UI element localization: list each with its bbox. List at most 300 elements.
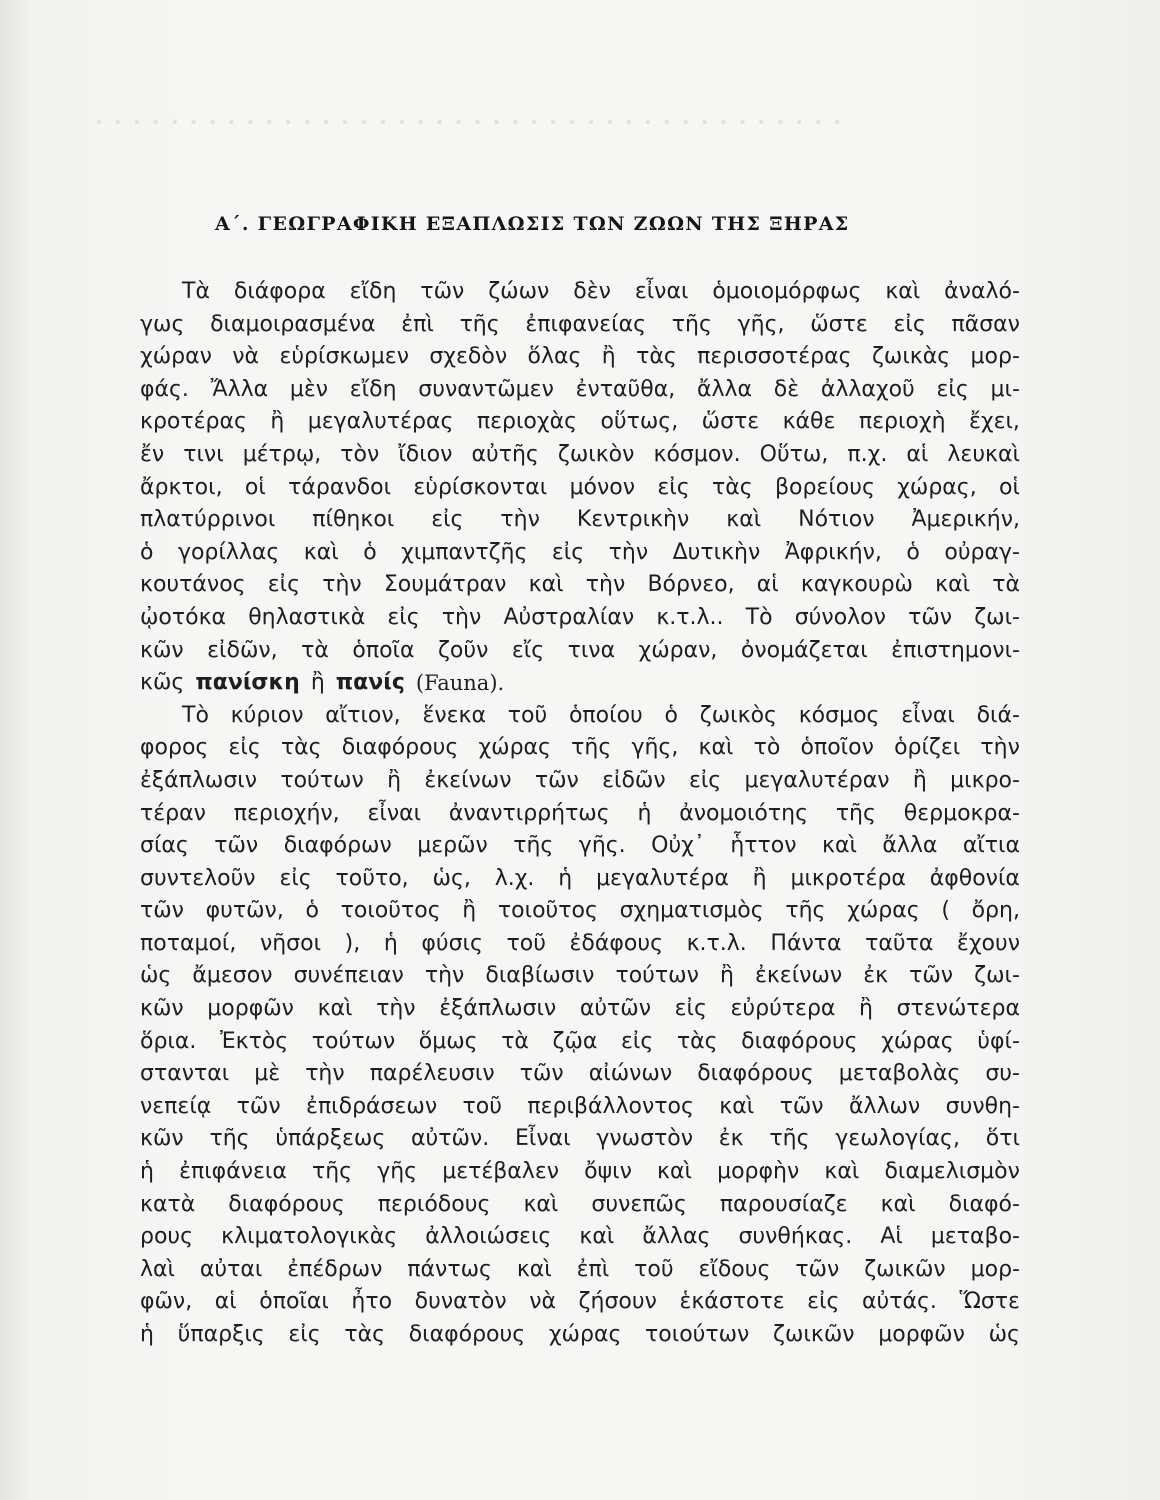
text-line (140, 1156, 1020, 1189)
word: διαμελισμὸν (884, 1159, 1020, 1185)
text-line (140, 439, 1020, 472)
word: βορείους (774, 474, 875, 500)
word: οὕτως, (600, 409, 679, 435)
word: ὁποῖαι (259, 1289, 329, 1315)
word: ὄρη, (971, 898, 1020, 924)
word: ( (941, 898, 950, 924)
word: κ.τ.λ. (686, 930, 747, 956)
word: Σουμάτραν (383, 572, 507, 598)
text-line (140, 798, 1020, 831)
word: Οὐχ᾽ (651, 833, 705, 859)
word: ὡς, (432, 865, 471, 891)
word: αὐτῶν (579, 996, 652, 1022)
word: Αἱ (880, 1224, 903, 1250)
text-line (140, 667, 1020, 700)
word: ἐκ (863, 963, 889, 989)
word: ὁ (664, 702, 679, 728)
word: διαφόρων (283, 833, 392, 859)
word: τὰς (344, 1322, 386, 1347)
word: αἱ (906, 441, 929, 467)
text-line (140, 341, 1020, 374)
word: ὁμοιομόρφως (712, 279, 862, 304)
word: ζωικὰς (871, 344, 951, 370)
text-line (140, 602, 1020, 635)
word: Πάντα (770, 930, 842, 956)
word: συνέπειαν (293, 963, 404, 989)
word: γῆς (377, 1159, 418, 1185)
show-through-header: ∙ ∙ ∙ ∙ ∙ ∙ ∙ ∙ ∙ ∙ ∙ ∙ ∙ ∙ ∙ ∙ ∙ ∙ ∙ ∙ ∙ ∙ ∙ ∙ ∙ ∙ ∙ ∙ ∙ ∙ ∙ ∙ ∙ ∙ ∙ ∙ ∙ ∙ ∙ ∙ (95, 112, 845, 131)
word: Ἐκτὸς (219, 1028, 289, 1054)
word: οἱ (999, 474, 1020, 500)
word: λαὶ (140, 1256, 175, 1282)
word: γῆς. (578, 833, 626, 859)
word: τῆς (785, 898, 826, 924)
word: τέραν (140, 800, 206, 826)
word: ὅλας (527, 344, 582, 370)
word: Νότιον (798, 507, 875, 533)
word: πᾶσαν (951, 311, 1020, 337)
word: τὴν (500, 507, 540, 533)
word: ὀνομάζεται (740, 637, 868, 663)
word: ἐξάπλωσιν (140, 767, 258, 793)
word: νῆσοι (259, 930, 322, 956)
word: φύσις (421, 930, 483, 956)
word: μεγαλυτέρα (596, 865, 729, 891)
word: ἐκείνων (754, 963, 843, 989)
word: εἰς (387, 604, 420, 630)
word: γῆς, (737, 311, 785, 337)
text-line (140, 309, 1020, 342)
word: διά- (976, 702, 1020, 728)
word: κῶν (140, 1126, 184, 1152)
word: ὁρίζει (894, 735, 961, 761)
word: Ὥστε (959, 1289, 1020, 1315)
word: τῆς (311, 1159, 353, 1185)
text-line (140, 895, 1020, 928)
word: μορφῶν (207, 996, 294, 1022)
word: γεωλογίας, (835, 1126, 960, 1152)
word: τοιοῦτος (497, 898, 598, 924)
word: κόσμον. (653, 441, 741, 467)
word: αὐτῶν. (411, 1126, 490, 1152)
word: τῆς (671, 311, 712, 337)
word: τοιοῦτος (340, 898, 441, 924)
word: τοῦ (634, 1256, 674, 1282)
word: κόσμος (798, 702, 880, 728)
word: τοῦ (506, 930, 546, 956)
word: τῶν (779, 1093, 824, 1119)
word: μεταβολὰς (838, 1061, 961, 1087)
word: εἴδους (698, 1256, 771, 1282)
word: ζωικὸν (557, 441, 635, 467)
word: σύνολον (794, 604, 886, 630)
word: νὰ (232, 344, 260, 370)
text-line (140, 1091, 1020, 1124)
text-line (140, 928, 1020, 961)
word: τοῦ (462, 1093, 502, 1119)
word: καὶ (523, 1191, 559, 1217)
word: ἐπὶ (401, 311, 434, 337)
word: θερμοκρα- (903, 800, 1020, 826)
word: ἔχουν (956, 930, 1020, 956)
bold-term: πανίσκη (195, 670, 300, 696)
word: μερῶν (417, 833, 488, 859)
word: εἰς (657, 474, 690, 500)
word: τὴν (424, 963, 465, 989)
word: κῶν (140, 637, 184, 663)
word: ὅμως (418, 1028, 478, 1054)
word: διαφόρους (341, 735, 459, 761)
word: καὶ (698, 735, 734, 761)
word: σχεδὸν (429, 344, 508, 370)
word: καὶ (719, 1093, 755, 1119)
word: εἰς (267, 572, 301, 598)
word: ζωικὸς (699, 702, 777, 728)
word: ζωικῶν (773, 1322, 855, 1347)
word: ζοῦν (437, 637, 489, 663)
word: ἢ (462, 898, 477, 924)
word: καὶ (516, 1256, 552, 1282)
word: κῶν (140, 996, 184, 1022)
word: ἔχει, (968, 409, 1020, 435)
word: μορφὴν (717, 1159, 800, 1185)
word: τὰς (676, 1028, 718, 1054)
word: τῶν (420, 279, 465, 304)
word: κουτάνος (140, 572, 246, 598)
word: ἐνταῦθα, (575, 376, 676, 402)
word: φῶν, (140, 1289, 193, 1315)
text-line (140, 1221, 1020, 1254)
section-heading: Α΄. ΓΕΩΓΡΑΦΙΚΗ ΕΞΑΠΛΩΣΙΣ ΤΩΝ ΖΩΩΝ ΤΗΣ ΞΗΡΑΣ (215, 213, 850, 235)
word: ὡς (140, 963, 172, 989)
word: τινα (567, 637, 616, 663)
word: μεγαλυτέρας (307, 409, 454, 435)
text-line (140, 993, 1020, 1026)
word: Αὐστραλίαν (503, 604, 635, 630)
word: δὲ (773, 376, 800, 402)
word: ζῷα (552, 1028, 598, 1054)
word: περιοχὰς (476, 409, 577, 435)
word: εἰς (431, 507, 464, 533)
word: καὶ (880, 1191, 916, 1217)
word: γνωστὸν (596, 1126, 694, 1152)
word: ἧττον (730, 833, 797, 859)
word: περιοχὴ (858, 409, 946, 435)
word: ἡ (140, 1322, 154, 1347)
word: δὲν (573, 279, 611, 304)
word: ἡ (637, 800, 652, 826)
word: ἐπιφάνεια (179, 1159, 287, 1185)
word: ὁ (906, 539, 920, 565)
word: τοιούτων (645, 1322, 750, 1347)
word: νὰ (529, 1289, 556, 1315)
word: ἄρκτοι, (140, 474, 223, 500)
word: ρους (140, 1224, 194, 1250)
word: διαφόρους (741, 1028, 858, 1054)
word: συνεπῶς (591, 1191, 687, 1217)
word: ἢ (270, 409, 285, 435)
word: ἐπὶ (576, 1256, 610, 1282)
word: τῶν (214, 833, 259, 859)
word: περιόδους (377, 1191, 491, 1217)
text-line (140, 1026, 1020, 1059)
word: περιοχήν, (233, 800, 340, 826)
word: τὰ (501, 1028, 529, 1054)
word: ἀναλό- (944, 279, 1020, 304)
word: τὴν (322, 572, 362, 598)
word: ὑπάρξεως (275, 1126, 386, 1152)
word: ἀλλαχοῦ (820, 376, 915, 402)
word: καγκουρὼ (800, 572, 913, 598)
word: πλατύρρινοι (140, 507, 276, 533)
word: Ἀμερικήν, (911, 507, 1020, 533)
word: φυτῶν, (205, 898, 284, 924)
word: ἀλλοιώσεις (425, 1224, 552, 1250)
word: ἀναντιρρήτως (448, 800, 610, 826)
word: αἰώνων (588, 1061, 673, 1087)
word: τὴν (305, 1061, 345, 1087)
word: ἐπιδράσεων (306, 1093, 438, 1119)
text-line (140, 765, 1020, 798)
word: εἶναι (901, 702, 955, 728)
word: καὶ (885, 279, 921, 304)
word: οἱ (244, 474, 266, 500)
word: μὲν (289, 376, 329, 402)
word: εἰς (674, 996, 707, 1022)
word: διαφόρους (697, 1061, 814, 1087)
word: εἰς (551, 539, 585, 565)
word: διαφόρους (228, 1191, 345, 1217)
word: ἢ (601, 344, 616, 370)
word: ἔν (140, 441, 165, 467)
word: διαβίωσιν (485, 963, 595, 989)
word: ἦτο (351, 1289, 393, 1315)
word: τῆς (513, 833, 554, 859)
word: συναντῶμεν (418, 376, 554, 402)
word: εἰδῶν (602, 767, 666, 793)
word: κατὰ (140, 1191, 196, 1217)
word: μόνον (569, 474, 636, 500)
word: τοῦτο, (335, 865, 409, 891)
word: γορίλλας (177, 539, 280, 565)
word: ἢ (859, 996, 873, 1022)
word: Ἀφρικήν, (784, 539, 882, 565)
word: ἀφθονία (929, 865, 1020, 891)
word: τῆς (835, 800, 876, 826)
word: τῶν (140, 898, 184, 924)
word: αὐτῆς (471, 441, 539, 467)
word: στανται (140, 1061, 230, 1087)
word: τὰ (992, 572, 1020, 598)
word: ), (344, 930, 361, 956)
word: κροτέρας (140, 409, 247, 435)
text-line (140, 406, 1020, 439)
word: Ἄλλα (210, 376, 269, 402)
word: ὁ (140, 539, 154, 565)
word: ὥστε (810, 311, 868, 337)
text-line (140, 504, 1020, 537)
word: εἰς (228, 735, 261, 761)
word: χιμπαντζῆς (401, 539, 528, 565)
word: τὴν (441, 604, 482, 630)
word: ἢ (387, 767, 402, 793)
word: ἡ (140, 1159, 154, 1185)
word: ἐκ (718, 1126, 744, 1152)
word: Τὸ (745, 604, 773, 630)
word: εἴδη (349, 279, 397, 304)
word: καὶ (317, 996, 353, 1022)
word: ἢ (310, 670, 325, 696)
word: τῶν (795, 1256, 840, 1282)
word: γῆς, (631, 735, 679, 761)
word: ὁποῖον (800, 735, 874, 761)
word: ζωι- (974, 963, 1020, 989)
word: ἐξάπλωσιν (439, 996, 557, 1022)
word: τούτων (280, 767, 364, 793)
word: ἡ (558, 865, 573, 891)
word: καὶ (579, 1224, 615, 1250)
word: τῆς (459, 311, 500, 337)
word: αἱ (756, 572, 779, 598)
text-line (140, 374, 1020, 407)
word: Εἶναι (514, 1126, 571, 1152)
word: τὴν (585, 572, 626, 598)
word: κάθε (782, 409, 836, 435)
word: μὲ (254, 1061, 281, 1087)
word: τὰς (711, 474, 753, 500)
word: αἴτια (962, 833, 1020, 859)
word: σίας (140, 833, 189, 859)
word: ὁ (305, 898, 319, 924)
word: ζωι- (974, 604, 1020, 630)
word: ὕπαρξις (177, 1322, 265, 1347)
text-line (140, 1254, 1020, 1287)
word: ἄλλας (642, 1224, 711, 1250)
text-line (140, 863, 1020, 896)
word: εὑρίσκονται (413, 474, 548, 500)
word: φάς. (140, 376, 189, 402)
word: ἐπιστημονι- (891, 637, 1020, 663)
word: τὸν (340, 441, 380, 467)
word: τάρανδοι (288, 474, 392, 500)
word: χώρας (847, 898, 920, 924)
word: μι- (990, 376, 1020, 402)
word: ὅτι (985, 1126, 1020, 1152)
word: δυνατὸν (414, 1289, 507, 1315)
word: εἴδη (349, 376, 397, 402)
word: ἡ (383, 930, 398, 956)
word: χώρας, (897, 474, 977, 500)
word: Τὰ (182, 279, 210, 304)
word: τὸ (753, 735, 781, 761)
word: τινι (183, 441, 224, 467)
word: ταῦτα (865, 930, 934, 956)
word: τὰ (301, 637, 329, 663)
word: μορφῶν (878, 1322, 965, 1347)
word: φορος (140, 735, 209, 761)
word: Οὕτω, (759, 441, 829, 467)
word: παρέλευσιν (369, 1061, 495, 1087)
word: εἰς (893, 311, 926, 337)
word: χώραν (140, 344, 212, 370)
word: τὴν (980, 735, 1020, 761)
word: πίθηκοι (312, 507, 395, 533)
word: τῆς (571, 735, 612, 761)
word: λευκαὶ (947, 441, 1020, 467)
word: μορ- (970, 1256, 1020, 1282)
word: χώραν, (638, 637, 718, 663)
word: χώρας (478, 735, 551, 761)
word: τοῦ (507, 702, 548, 728)
word: ἐπέδρων (287, 1256, 383, 1282)
word: εἰς (936, 376, 969, 402)
word: οὐραγ- (944, 539, 1020, 565)
text-line (140, 1058, 1020, 1091)
word: τῶν (909, 963, 954, 989)
word: ὁ (363, 539, 377, 565)
word: ζώων (488, 279, 550, 304)
text-line (140, 700, 1020, 733)
word: τῶν (534, 767, 579, 793)
word: ζήσουν (578, 1289, 657, 1315)
word: εὑρίσκωμεν (279, 344, 409, 370)
word: ὄψιν (584, 1159, 632, 1185)
text-line (140, 537, 1020, 570)
word: τῶν (519, 1061, 564, 1087)
word: (Fauna). (415, 671, 505, 696)
word: γως (140, 311, 185, 337)
word: τὴν (376, 996, 416, 1022)
word: πάντως (407, 1256, 492, 1282)
word: τὴν (608, 539, 649, 565)
word: περισσοτέρας (697, 344, 852, 370)
word: ζωικῶν (864, 1256, 946, 1282)
word: ἄλλα (882, 833, 938, 859)
text-line (140, 1286, 1020, 1319)
word: καὶ (303, 539, 339, 565)
word: διάφορα (233, 279, 326, 304)
word: στενώτερα (896, 996, 1020, 1022)
word: καὶ (726, 507, 762, 533)
word: ἑκάστοτε (679, 1289, 785, 1315)
word: τῆς (209, 1126, 250, 1152)
word: εἰς (288, 1322, 321, 1347)
word: ἐδάφους (569, 930, 663, 956)
word: τὰς (636, 344, 677, 370)
word: λ.χ. (494, 865, 535, 891)
text-line (140, 472, 1020, 505)
word: εἰς (621, 1028, 654, 1054)
word: χώρας (881, 1028, 954, 1054)
text-line (140, 1123, 1020, 1156)
text-line (140, 635, 1020, 668)
word: ἢ (719, 963, 734, 989)
word: διαμοιρασμένα (210, 311, 376, 337)
word: μικρο- (950, 767, 1020, 793)
word: ὅρια. (140, 1028, 197, 1054)
bold-term: πανίς (335, 670, 405, 696)
text-line (140, 569, 1020, 602)
word: χώρας (548, 1322, 622, 1347)
word: συνθη- (945, 1093, 1020, 1119)
text-line (140, 960, 1020, 993)
word: εἶναι (634, 279, 689, 304)
word: εἶναι (367, 800, 422, 826)
word: τῶν (236, 1093, 281, 1119)
word: παρουσίαζε (719, 1191, 848, 1217)
word: ᾠοτόκα (140, 604, 227, 630)
word: εὐρύτερα (730, 996, 836, 1022)
